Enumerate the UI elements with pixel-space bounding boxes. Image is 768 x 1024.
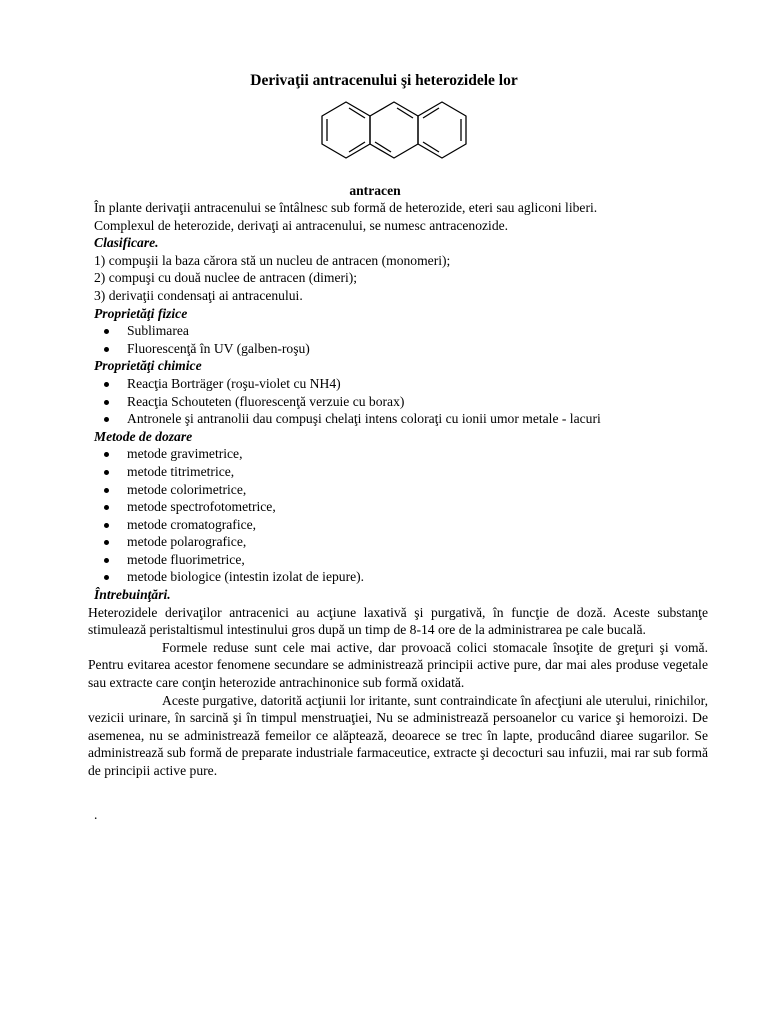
list-item: metode colorimetrice, xyxy=(94,481,706,499)
chemical-properties-list xyxy=(94,375,706,428)
list-item: metode polarografice, xyxy=(94,533,706,551)
uses-heading: Întrebuinţări. xyxy=(94,587,171,603)
bullet-icon xyxy=(104,452,109,457)
classification-item: 1) compuşii la baza cărora stă un nucleu de antracen (monomeri); xyxy=(94,252,451,268)
bullet-icon xyxy=(104,575,109,580)
bullet-icon xyxy=(104,523,109,528)
bullet-icon xyxy=(104,505,109,510)
bullet-icon xyxy=(104,470,109,475)
intro-line-1: În plante derivaţii antracenului se întâlnesc sub formă de heterozide, eteri sau agliconi liberi. xyxy=(94,200,598,215)
uses-paragraph-3: Aceste purgative, datorită acţiunii lor iritante, sunt contraindicate în afecţiuni ale uterului, rinichilor, vezicii urinare, în sarcină şi în timpul menstruaţiei, Nu se administrează persoanelor cu varice şi hemoroizi. De asemenea, nu se administrează femeilor ce alăptează, deoarece se trec în lapte, producând diaree sugarilor. Se administrează sub formă de preparate industriale farmaceutice, extracte şi decocturi sau infuzii, mai rar sub formă de principii active pure. xyxy=(88,692,708,778)
bullet-icon xyxy=(104,540,109,545)
list-item: metode spectrofotometrice, xyxy=(94,498,706,516)
physical-properties-list xyxy=(94,322,706,357)
intro-line-2: Complexul de heterozide, derivaţi ai antracenului, se numesc antracenozide. xyxy=(94,217,509,233)
bullet-icon xyxy=(104,347,109,352)
dosage-methods-heading: Metode de dozare xyxy=(94,428,193,444)
ring-right xyxy=(418,102,466,158)
list-item: Fluorescenţă în UV (galben-roşu) xyxy=(94,340,706,358)
bullet-icon xyxy=(104,400,109,405)
classification-item: 2) compuşi cu două nuclee de antracen (dimeri); xyxy=(94,270,358,286)
ring-left xyxy=(322,102,370,158)
uses-paragraph-1: Heterozidele derivaţilor antracenici au acţiune laxativă şi purgativă, în funcţie de doză. Aceste substanţe stimulează peristaltismul intestinului gros după un timp de 8-14 ore de la administrarea pe cale bucală. xyxy=(88,604,708,638)
list-item: metode gravimetrice, xyxy=(94,445,706,463)
uses-paragraph-2: Formele reduse sunt cele mai active, dar provoacă colici stomacale însoţite de greţuri şi vomă. Pentru evitarea acestor fenomene secundare se administrează principii active pure, dar mai ales produse vegetale sau extracte care conţin heterozide antrachinonice sub formă oxidată. xyxy=(88,639,708,691)
bullet-icon xyxy=(104,382,109,387)
document-title: Derivaţii antracenului şi heterozidele lor xyxy=(250,72,518,89)
list-item: Antronele şi antranolii dau compuşi chelaţi intens coloraţi cu ionii umor metale - lacuri xyxy=(94,410,706,428)
chemical-properties-heading: Proprietăţi chimice xyxy=(94,358,202,374)
dosage-methods-list xyxy=(94,445,706,586)
list-item: Sublimarea xyxy=(94,322,706,340)
list-item: metode biologice (intestin izolat de iepure). xyxy=(94,568,706,586)
list-item: metode titrimetrice, xyxy=(94,463,706,481)
classification-heading: Clasificare. xyxy=(94,235,159,251)
bullet-icon xyxy=(104,558,109,563)
list-item: Reacţia Schouteten (fluorescenţă verzuie cu borax) xyxy=(94,393,706,411)
structure-caption: antracen xyxy=(349,183,401,198)
document-body xyxy=(88,199,708,780)
bullet-icon xyxy=(104,488,109,493)
list-item: metode cromatografice, xyxy=(94,516,706,534)
ring-middle xyxy=(370,102,418,158)
classification-item: 3) derivaţii condensaţi ai antracenului. xyxy=(94,287,303,303)
trailing-mark: . xyxy=(94,807,98,822)
list-item: metode fluorimetrice, xyxy=(94,551,706,569)
anthracene-structure-diagram xyxy=(318,96,476,176)
physical-properties-heading: Proprietăţi fizice xyxy=(94,305,188,321)
list-item: Reacţia Borträger (roşu-violet cu NH4) xyxy=(94,375,706,393)
bullet-icon xyxy=(104,417,109,422)
bullet-icon xyxy=(104,329,109,334)
